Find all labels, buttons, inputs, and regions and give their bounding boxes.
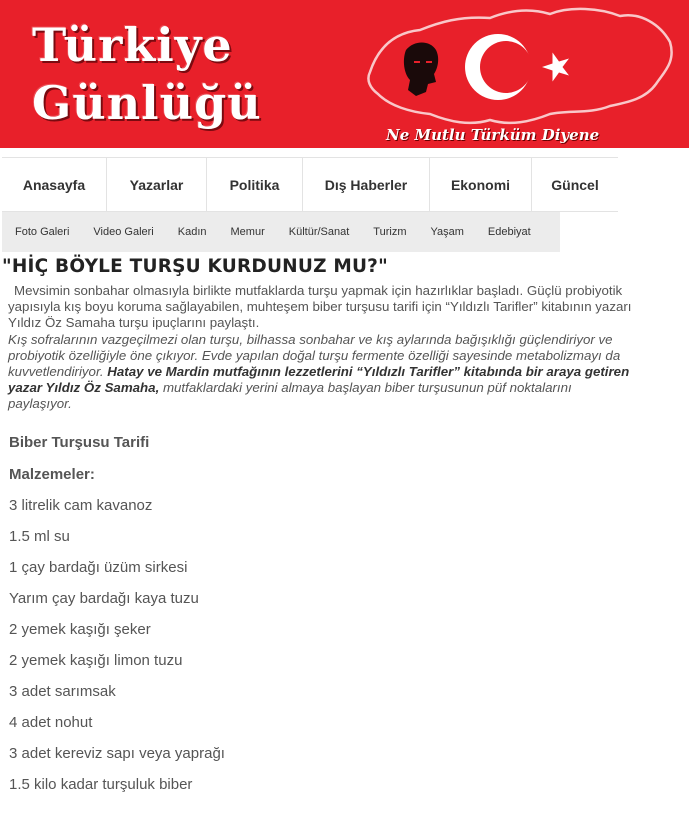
subnav-item-foto-galeri[interactable]: Foto Galeri <box>15 226 70 238</box>
recipe-section <box>9 434 629 794</box>
ingredient-item: 2 yemek kaşığı şeker <box>9 621 151 638</box>
site-logo-line1[interactable]: Türkiye <box>32 18 233 72</box>
article-title: "HİÇ BÖYLE TURŞU KURDUNUZ MU?" <box>2 256 388 277</box>
subnav-item-video-galeri[interactable]: Video Galeri <box>93 226 154 238</box>
site-logo-line2[interactable]: Günlüğü <box>32 76 262 130</box>
ingredient-item: 4 adet nohut <box>9 714 93 731</box>
subnav-item-kultur-sanat[interactable]: Kültür/Sanat <box>288 226 350 238</box>
ingredient-item: 3 litrelik cam kavanoz <box>9 497 153 514</box>
portrait-silhouette <box>396 40 446 100</box>
ingredient-item: 1.5 kilo kadar turşuluk biber <box>9 776 193 793</box>
article-lead-paragraph: Mevsimin sonbahar olmasıyla birlikte mutfaklarda turşu yapmak için hazırlıklar başladı. Güçlü probiyotik yapısıyla kış boyu koruma sağlayabilen, muhteşem biber turşusu tarifi için “Yıldızlı Tarifler” kitabının yazarı Yıldız Öz Samaha turşu ipuçlarını paylaştı. <box>8 283 632 331</box>
ingredients-heading: Malzemeler: <box>9 466 95 483</box>
ingredient-item: 1 çay bardağı üzüm sirkesi <box>9 559 188 576</box>
nav-item-ekonomi[interactable]: Ekonomi <box>430 158 532 211</box>
main-navigation <box>2 157 618 212</box>
sub-navigation <box>2 212 560 252</box>
subnav-item-kadin[interactable]: Kadın <box>177 226 207 238</box>
ingredient-item: 2 yemek kaşığı limon tuzu <box>9 652 183 669</box>
nav-item-politika[interactable]: Politika <box>207 158 303 211</box>
article-italic-text-2: mutfaklardaki yerini almaya başlayan biber turşusunun püf noktalarını paylaşıyor. <box>8 380 572 412</box>
site-header-banner <box>0 0 689 148</box>
ingredient-item: 1.5 ml su <box>9 528 70 545</box>
recipe-title: Biber Turşusu Tarifi <box>9 434 150 451</box>
ingredient-item: Yarım çay bardağı kaya tuzu <box>9 590 199 607</box>
nav-item-guncel[interactable]: Güncel <box>551 176 599 193</box>
article-body <box>8 283 638 413</box>
article-bold-italic-text: Hatay ve Mardin mutfağının lezzetlerini “Yıldızlı Tarifler” kitabında bir araya getiren yazar Yıldız Öz Samaha, <box>8 364 630 396</box>
turkish-flag-crescent-star <box>460 30 570 105</box>
subnav-item-edebiyat[interactable]: Edebiyat <box>487 226 531 238</box>
ingredient-item: 3 adet sarımsak <box>9 683 116 700</box>
subnav-item-memur[interactable]: Memur <box>230 226 265 238</box>
nav-item-dis-haberler[interactable]: Dış Haberler <box>303 158 430 211</box>
ingredient-item: 3 adet kereviz sapı veya yaprağı <box>9 745 225 762</box>
nav-item-anasayfa[interactable]: Anasayfa <box>2 158 107 211</box>
subnav-item-yasam[interactable]: Yaşam <box>430 226 464 238</box>
nav-item-yazarlar[interactable]: Yazarlar <box>107 158 207 211</box>
ingredients-list <box>9 497 629 794</box>
subnav-item-turizm[interactable]: Turizm <box>373 226 407 238</box>
article-italic-text-1: Kış sofralarının vazgeçilmezi olan turşu, bilhassa sonbahar ve kış aylarında bağışıklığı güçlendiriyor ve probiyotik özelliğiyle öne çıkıyor. Evde yapılan doğal turşu fermente özelliği sayesinde metabolizmayı da kuvvetlendiriyor. <box>8 331 621 380</box>
article-italic-paragraph <box>8 332 638 413</box>
site-slogan: Ne Mutlu Türküm Diyene <box>386 126 600 144</box>
